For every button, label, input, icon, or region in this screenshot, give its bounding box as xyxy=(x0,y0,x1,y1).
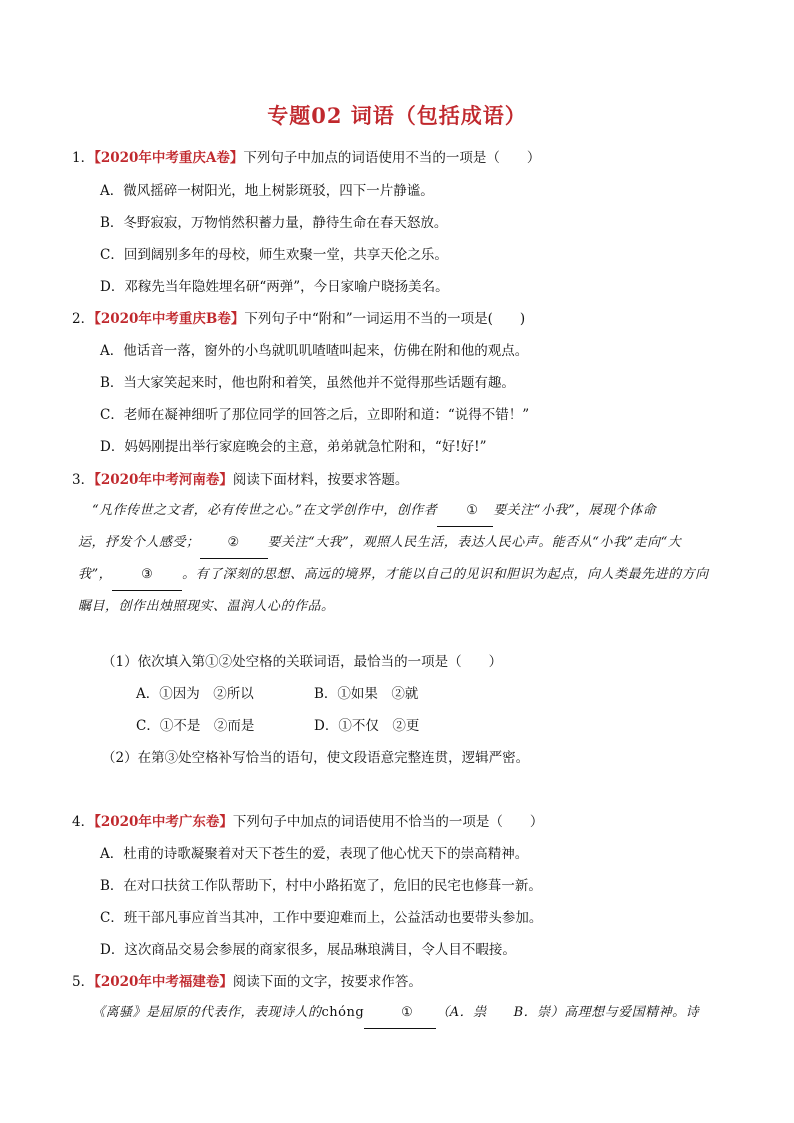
page-title: 专题02 词语（包括成语） xyxy=(267,103,527,128)
source-tag: 【2020年中考重庆A卷】 xyxy=(94,150,244,166)
question-number: 4． xyxy=(72,814,95,830)
question-2-stem xyxy=(72,308,525,330)
passage-text: 要关注“小我”，展现个体命 xyxy=(493,503,657,518)
source-tag: 【2020年中考重庆B卷】 xyxy=(94,311,245,327)
option-a: A．微风摇碎一树阳光，地上树影斑驳，四下一片静谧。 xyxy=(100,183,434,199)
option-b: B．在对口扶贫工作队帮助下，村中小路拓宽了，危旧的民宅也修葺一新。 xyxy=(100,878,542,894)
choice-a: A．①因为 ②所以 xyxy=(136,686,254,702)
question-text: 阅读下面材料，按要求答题。 xyxy=(232,472,409,488)
passage-text: 《离骚》是屈原的代表作，表现诗人的 xyxy=(92,1005,322,1020)
passage-line xyxy=(78,527,726,559)
option-b: B．冬野寂寂，万物悄然积蓄力量，静待生命在春天怒放。 xyxy=(100,215,448,231)
option-a: A．杜甫的诗歌凝聚着对天下苍生的爱，表现了他心忧天下的崇高精神。 xyxy=(100,846,529,862)
blank-2: ② xyxy=(200,527,268,559)
passage-text: （A．祟 B．崇）高理想与爱国精神。诗 xyxy=(436,1005,700,1020)
question-text: 下列句子中加点的词语使用不当的一项是（ ） xyxy=(243,150,541,166)
passage-line xyxy=(78,559,726,591)
option-a: A．他话音一落，窗外的小鸟就叽叽喳喳叫起来，仿佛在附和他的观点。 xyxy=(100,343,529,359)
passage-text: “凡作传世之文者，必有传世之心。”在文学创作中，创作者 xyxy=(92,503,438,518)
option-c: C．回到阔别多年的母校，师生欢聚一堂，共享天伦之乐。 xyxy=(100,247,448,263)
reading-passage xyxy=(78,997,726,1029)
sub-question-1: （1）依次填入第①②处空格的关联词语，最恰当的一项是（ ） xyxy=(102,654,503,670)
blank-1: ① xyxy=(437,495,493,527)
question-4-stem xyxy=(72,811,543,833)
passage-text: 。有了深刻的思想、高远的境界，才能以自己的见识和胆识为起点，向人类最先进的方向 xyxy=(182,567,709,582)
source-tag: 【2020年中考福建卷】 xyxy=(94,974,233,990)
source-tag: 【2020年中考广东卷】 xyxy=(94,814,233,830)
option-c: C．班干部凡事应首当其冲，工作中要迎难而上，公益活动也要带头参加。 xyxy=(100,910,543,926)
question-text: 阅读下面的文字，按要求作答。 xyxy=(232,974,422,990)
passage-line xyxy=(78,495,726,527)
option-c: C．老师在凝神细听了那位同学的回答之后，立即附和道：“说得不错！” xyxy=(100,407,530,423)
passage-text: 运，抒发个人感受； xyxy=(78,535,200,550)
question-number: 3． xyxy=(72,472,95,488)
question-number: 2． xyxy=(72,311,95,327)
source-tag: 【2020年中考河南卷】 xyxy=(94,472,233,488)
option-d: D．妈妈刚提出举行家庭晚会的主意，弟弟就急忙附和，“好!好!” xyxy=(100,439,487,455)
reading-passage xyxy=(78,495,726,622)
passage-line: 瞩目，创作出烛照现实、温润人心的作品。 xyxy=(78,599,335,614)
option-b: B．当大家笑起来时，他也附和着笑，虽然他并不觉得那些话题有趣。 xyxy=(100,375,515,391)
option-d: D．邓稼先当年隐姓埋名研“两弹”，今日家喻户晓扬美名。 xyxy=(100,279,449,295)
blank-3: ③ xyxy=(112,559,182,591)
choice-c: C．①不是 ②而是 xyxy=(136,718,255,734)
pinyin: chóng xyxy=(321,1005,365,1020)
question-1-stem xyxy=(72,147,540,169)
passage-text: 我”， xyxy=(78,567,113,582)
question-text: 下列句子中“附和”一词运用不当的一项是( ) xyxy=(244,311,526,327)
option-d: D．这次商品交易会参展的商家很多，展品琳琅满目，令人目不暇接。 xyxy=(100,942,516,958)
passage-text: 要关注“大我”，观照人民生活，表达人民心声。能否从“小我”走向“大 xyxy=(267,535,682,550)
question-number: 5． xyxy=(72,974,95,990)
question-number: 1． xyxy=(72,150,95,166)
question-3-stem xyxy=(72,469,408,491)
question-5-stem xyxy=(72,971,422,993)
choice-b: B．①如果 ②就 xyxy=(314,686,419,702)
question-text: 下列句子中加点的词语使用不恰当的一项是（ ） xyxy=(232,814,544,830)
choice-d: D．①不仅 ②更 xyxy=(314,718,420,734)
sub-question-2: （2）在第③处空格补写恰当的语句，使文段语意完整连贯，逻辑严密。 xyxy=(102,750,530,766)
blank-1: ① xyxy=(364,997,436,1029)
